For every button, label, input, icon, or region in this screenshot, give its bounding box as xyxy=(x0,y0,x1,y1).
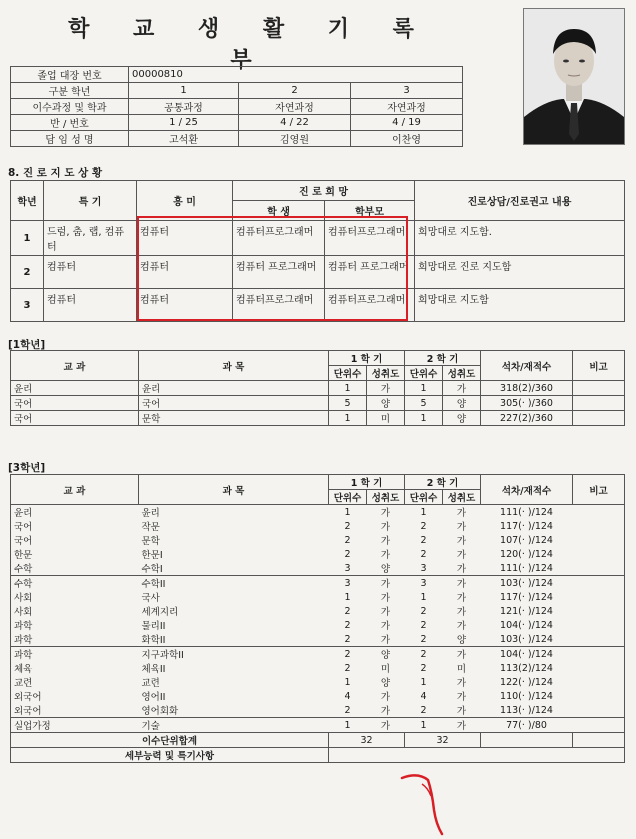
sem1-achievement: 가 xyxy=(380,621,391,632)
header-interest: 흥 미 xyxy=(137,181,233,221)
subject-area: 국어 xyxy=(14,522,33,533)
header-subject-area: 교 과 xyxy=(11,475,139,505)
course-name: 영어회화 xyxy=(141,706,179,717)
rank: 120(· )/124 xyxy=(500,548,553,560)
course-name: 체육II xyxy=(141,664,166,675)
sem1-achievement: 가 xyxy=(367,576,405,591)
info-cell: 자연과정 xyxy=(351,99,463,115)
grade1-table xyxy=(10,350,625,426)
grade1-header-row xyxy=(11,351,625,366)
sem2-units: 2 xyxy=(420,619,427,631)
sem2-units: 3 xyxy=(420,562,427,574)
subject-area: 외국어 xyxy=(14,706,42,717)
header-units: 단위수 xyxy=(405,366,443,381)
sem1-achievement: 가 xyxy=(380,550,391,561)
sem1-units: 1 xyxy=(344,676,351,688)
document-title: 학 교 생 활 기 록 부 xyxy=(68,17,432,73)
subject-area: 실업가정 xyxy=(11,718,139,733)
header-achievement: 성취도 xyxy=(443,366,481,381)
sem2-achievement: 가 xyxy=(443,718,481,733)
subject-area: 과학 xyxy=(14,635,33,646)
grade-row xyxy=(11,632,625,647)
subject-area: 체육 xyxy=(14,664,33,675)
remarks-label: 세부능력 및 특기사항 xyxy=(11,748,329,763)
sem2-achievement: 양 xyxy=(456,635,467,646)
red-pen-mark xyxy=(398,770,458,836)
note xyxy=(573,590,625,604)
rank: 117(· )/124 xyxy=(500,520,553,532)
course-name: 물리II xyxy=(141,621,166,632)
grade-row xyxy=(11,576,625,591)
career-student-hope: 컴퓨터프로그래머 xyxy=(233,221,325,256)
rank: 110(· )/124 xyxy=(500,690,553,702)
course-name: 윤리 xyxy=(141,508,160,519)
note xyxy=(573,703,625,718)
career-interest: 컴퓨터 xyxy=(137,256,233,289)
note xyxy=(573,604,625,618)
header-sem2: 2 학 기 xyxy=(405,475,481,490)
header-sem1: 1 학 기 xyxy=(329,351,405,366)
sem2-units: 2 xyxy=(420,633,427,645)
rank: 104(· )/124 xyxy=(481,647,573,662)
career-student-hope: 컴퓨터 프로그래머 xyxy=(233,256,325,289)
header-sem2: 2 학 기 xyxy=(405,351,481,366)
sem2-achievement: 가 xyxy=(456,593,467,604)
note xyxy=(573,505,625,520)
info-label: 구분 학년 xyxy=(11,83,129,99)
info-cell: 3 xyxy=(351,83,463,99)
rank: 113(· )/124 xyxy=(500,704,553,716)
sem2-units: 3 xyxy=(405,576,443,591)
header-note: 비고 xyxy=(573,351,625,381)
info-cell: 4 / 19 xyxy=(351,115,463,131)
course-name: 지구과학II xyxy=(139,647,329,662)
total-units-sem1: 32 xyxy=(329,733,405,748)
subject-area: 국어 xyxy=(14,536,33,547)
ledger-number: 00000810 xyxy=(129,67,463,83)
note xyxy=(573,561,625,576)
info-cell: 2 xyxy=(239,83,351,99)
sem1-achievement: 미 xyxy=(367,411,405,426)
sem2-achievement: 가 xyxy=(456,550,467,561)
course-name: 수학II xyxy=(139,576,329,591)
course-name: 작문 xyxy=(141,522,160,533)
course-name: 화학II xyxy=(141,635,166,646)
course-name: 국사 xyxy=(141,593,160,604)
career-section-title: 8. 진 로 지 도 상 황 xyxy=(8,167,103,179)
info-row-grade xyxy=(11,83,463,99)
note xyxy=(573,411,625,426)
sem1-achievement: 가 xyxy=(380,593,391,604)
sem2-units: 4 xyxy=(420,690,427,702)
header-course: 과 목 xyxy=(139,351,329,381)
sem1-units: 1 xyxy=(329,411,367,426)
sem1-units: 4 xyxy=(344,690,351,702)
header-course: 과 목 xyxy=(139,475,329,505)
sem2-achievement: 가 xyxy=(456,621,467,632)
sem2-units: 1 xyxy=(405,381,443,396)
total-units-sem2: 32 xyxy=(405,733,481,748)
note xyxy=(573,632,625,647)
sem1-units: 2 xyxy=(344,662,351,674)
header-achievement: 성취도 xyxy=(367,366,405,381)
grade3-label: [3학년] xyxy=(8,462,46,474)
sem1-units: 2 xyxy=(344,633,351,645)
rank: 103(· )/124 xyxy=(500,633,553,645)
sem1-units: 1 xyxy=(329,718,367,733)
sem1-units: 2 xyxy=(344,704,351,716)
header-career-hope: 진 로 희 망 xyxy=(233,181,415,201)
grade-row xyxy=(11,703,625,718)
sem2-achievement: 가 xyxy=(456,692,467,703)
sem2-achievement: 가 xyxy=(456,536,467,547)
note xyxy=(573,533,625,547)
course-name: 국어 xyxy=(139,396,329,411)
grade-row xyxy=(11,647,625,662)
sem2-units: 1 xyxy=(420,591,427,603)
info-cell: 4 / 22 xyxy=(239,115,351,131)
subject-area: 외국어 xyxy=(14,692,42,703)
info-cell: 공통과정 xyxy=(129,99,239,115)
subject-area: 과학 xyxy=(11,647,139,662)
info-cell: 자연과정 xyxy=(239,99,351,115)
sem1-achievement: 가 xyxy=(380,692,391,703)
subject-area: 교련 xyxy=(14,678,33,689)
subject-area: 사회 xyxy=(14,607,33,618)
rank: 107(· )/124 xyxy=(500,534,553,546)
header-counsel: 진로상담/진로권고 내용 xyxy=(415,181,625,221)
course-name: 윤리 xyxy=(139,381,329,396)
sem1-achievement: 양 xyxy=(380,564,391,575)
sem1-achievement: 양 xyxy=(380,678,391,689)
student-info-table xyxy=(10,66,463,147)
grade1-body xyxy=(11,381,625,426)
sem2-units: 2 xyxy=(405,647,443,662)
course-name: 영어II xyxy=(141,692,166,703)
course-name: 문학 xyxy=(139,411,329,426)
grade-row xyxy=(11,689,625,703)
sem1-achievement: 가 xyxy=(367,718,405,733)
header-talent: 특 기 xyxy=(44,181,137,221)
sem1-achievement: 가 xyxy=(380,536,391,547)
grade3-header-row xyxy=(11,475,625,490)
career-talent: 컴퓨터 xyxy=(44,256,137,289)
sem1-units: 2 xyxy=(329,647,367,662)
sem2-units: 2 xyxy=(420,548,427,560)
header-rank: 석차/재적수 xyxy=(481,351,573,381)
rank: 103(· )/124 xyxy=(481,576,573,591)
info-label: 반 / 번호 xyxy=(11,115,129,131)
grade-row xyxy=(11,381,625,396)
rank: 111(· )/124 xyxy=(500,506,553,518)
sem2-units: 1 xyxy=(420,506,427,518)
career-counsel: 희망대로 진로 지도함 xyxy=(415,256,625,289)
sem2-achievement: 가 xyxy=(456,522,467,533)
subject-area: 윤리 xyxy=(14,508,33,519)
sem1-units: 2 xyxy=(344,520,351,532)
sem2-achievement: 미 xyxy=(456,664,467,675)
grade3-body xyxy=(11,505,625,733)
subject-area: 국어 xyxy=(11,396,139,411)
sem1-achievement: 양 xyxy=(367,647,405,662)
career-interest: 컴퓨터 xyxy=(137,221,233,256)
sem2-achievement: 가 xyxy=(456,607,467,618)
sem2-units: 1 xyxy=(420,676,427,688)
info-row-course xyxy=(11,99,463,115)
sem1-units: 5 xyxy=(329,396,367,411)
sem1-achievement: 미 xyxy=(380,664,391,675)
header-student: 학 생 xyxy=(233,201,325,221)
career-row xyxy=(11,221,625,256)
header-parent: 학부모 xyxy=(325,201,415,221)
career-interest: 컴퓨터 xyxy=(137,289,233,322)
note xyxy=(573,689,625,703)
sem1-achievement: 양 xyxy=(367,396,405,411)
sem2-units: 1 xyxy=(405,718,443,733)
career-talent: 컴퓨터 xyxy=(44,289,137,322)
sem2-achievement: 가 xyxy=(456,508,467,519)
total-units-label: 이수단위합계 xyxy=(11,733,329,748)
sem1-achievement: 가 xyxy=(380,706,391,717)
grade-row xyxy=(11,561,625,576)
career-parent-hope: 컴퓨터 프로그래머 xyxy=(325,256,415,289)
rank: 77(· )/80 xyxy=(481,718,573,733)
rank: 227(2)/360 xyxy=(481,411,573,426)
info-label: 이수과정 및 학과 xyxy=(11,99,129,115)
subject-area: 과학 xyxy=(14,621,33,632)
subject-area: 수학 xyxy=(11,576,139,591)
career-grade: 3 xyxy=(11,289,44,322)
grade3-total-row xyxy=(11,733,625,748)
note xyxy=(573,647,625,662)
info-cell: 고석환 xyxy=(129,131,239,147)
course-name: 문학 xyxy=(141,536,160,547)
career-student-hope: 컴퓨터프로그래머 xyxy=(233,289,325,322)
sem2-units: 1 xyxy=(405,411,443,426)
info-row-class-number xyxy=(11,115,463,131)
rank: 104(· )/124 xyxy=(500,619,553,631)
note xyxy=(573,661,625,675)
career-talent: 드럼, 춤, 랩, 컴퓨터 xyxy=(44,221,137,256)
subject-area: 사회 xyxy=(14,593,33,604)
grade-row xyxy=(11,661,625,675)
info-label: 졸업 대장 번호 xyxy=(11,67,129,83)
career-parent-hope: 컴퓨터프로그래머 xyxy=(325,221,415,256)
sem1-achievement: 가 xyxy=(380,635,391,646)
header-subject-area: 교 과 xyxy=(11,351,139,381)
sem2-units: 2 xyxy=(420,605,427,617)
career-counsel: 희망대로 지도함. xyxy=(415,221,625,256)
header-achievement: 성취도 xyxy=(367,490,405,505)
info-row-ledger-number xyxy=(11,67,463,83)
header-units: 단위수 xyxy=(329,366,367,381)
sem1-units: 3 xyxy=(329,576,367,591)
subject-area: 윤리 xyxy=(11,381,139,396)
sem1-achievement: 가 xyxy=(367,381,405,396)
sem2-achievement: 양 xyxy=(443,396,481,411)
sem1-units: 2 xyxy=(344,548,351,560)
career-grade: 2 xyxy=(11,256,44,289)
note xyxy=(573,718,625,733)
note xyxy=(573,381,625,396)
sem1-units: 2 xyxy=(344,619,351,631)
rank: 113(2)/124 xyxy=(500,662,553,674)
career-counsel: 희망대로 지도함 xyxy=(415,289,625,322)
sem1-units: 1 xyxy=(329,381,367,396)
info-cell: 이찬영 xyxy=(351,131,463,147)
note xyxy=(573,547,625,561)
grade-row xyxy=(11,718,625,733)
career-header-row xyxy=(11,181,625,201)
rank: 111(· )/124 xyxy=(500,562,553,574)
sem1-units: 3 xyxy=(344,562,351,574)
sem2-achievement: 가 xyxy=(443,381,481,396)
grade-row xyxy=(11,533,625,547)
remarks-value xyxy=(329,748,625,763)
sem2-units: 2 xyxy=(420,520,427,532)
grade-row xyxy=(11,411,625,426)
note xyxy=(573,396,625,411)
grade3-remarks-row xyxy=(11,748,625,763)
career-row xyxy=(11,289,625,322)
subject-area: 국어 xyxy=(11,411,139,426)
grade-row xyxy=(11,590,625,604)
header-note: 비고 xyxy=(573,475,625,505)
rank: 318(2)/360 xyxy=(481,381,573,396)
header-units: 단위수 xyxy=(329,490,367,505)
rank: 117(· )/124 xyxy=(500,591,553,603)
info-cell: 1 xyxy=(129,83,239,99)
grade-row xyxy=(11,396,625,411)
info-label: 담 임 성 명 xyxy=(11,131,129,147)
rank: 121(· )/124 xyxy=(500,605,553,617)
note xyxy=(573,618,625,632)
grade-row xyxy=(11,618,625,632)
sem1-achievement: 가 xyxy=(380,607,391,618)
sem2-achievement: 가 xyxy=(456,678,467,689)
student-photo xyxy=(523,8,625,145)
header-grade: 학년 xyxy=(11,181,44,221)
grade1-label: [1학년] xyxy=(8,339,46,351)
sem1-units: 1 xyxy=(344,591,351,603)
grade-row xyxy=(11,519,625,533)
header-sem1: 1 학 기 xyxy=(329,475,405,490)
sem2-achievement: 가 xyxy=(443,647,481,662)
header-units: 단위수 xyxy=(405,490,443,505)
info-row-homeroom-teacher xyxy=(11,131,463,147)
grade3-table xyxy=(10,474,625,763)
sem2-units: 5 xyxy=(405,396,443,411)
sem1-achievement: 가 xyxy=(380,522,391,533)
info-cell: 1 / 25 xyxy=(129,115,239,131)
sem2-achievement: 가 xyxy=(443,576,481,591)
sem1-units: 1 xyxy=(344,506,351,518)
sem2-units: 2 xyxy=(420,662,427,674)
course-name: 수학I xyxy=(141,564,163,575)
career-guidance-table xyxy=(10,180,625,322)
sem2-achievement: 가 xyxy=(456,706,467,717)
header-rank: 석차/재적수 xyxy=(481,475,573,505)
subject-area: 한문 xyxy=(14,550,33,561)
sem1-units: 2 xyxy=(344,534,351,546)
course-name: 교련 xyxy=(141,678,160,689)
note xyxy=(573,675,625,689)
course-name: 세계지리 xyxy=(141,607,179,618)
subject-area: 수학 xyxy=(14,564,33,575)
sem2-units: 2 xyxy=(420,534,427,546)
sem1-achievement: 가 xyxy=(380,508,391,519)
sem2-achievement: 양 xyxy=(443,411,481,426)
sem1-units: 2 xyxy=(344,605,351,617)
header-achievement: 성취도 xyxy=(443,490,481,505)
note xyxy=(573,519,625,533)
course-name: 기술 xyxy=(139,718,329,733)
career-parent-hope: 컴퓨터프로그래머 xyxy=(325,289,415,322)
grade-row xyxy=(11,604,625,618)
grade-row xyxy=(11,505,625,520)
rank: 305(· )/360 xyxy=(481,396,573,411)
info-cell: 김영원 xyxy=(239,131,351,147)
grade-row xyxy=(11,547,625,561)
sem2-units: 2 xyxy=(420,704,427,716)
course-name: 한문I xyxy=(141,550,163,561)
rank: 122(· )/124 xyxy=(500,676,553,688)
career-row xyxy=(11,256,625,289)
grade-row xyxy=(11,675,625,689)
career-grade: 1 xyxy=(11,221,44,256)
note xyxy=(573,576,625,591)
sem2-achievement: 가 xyxy=(456,564,467,575)
